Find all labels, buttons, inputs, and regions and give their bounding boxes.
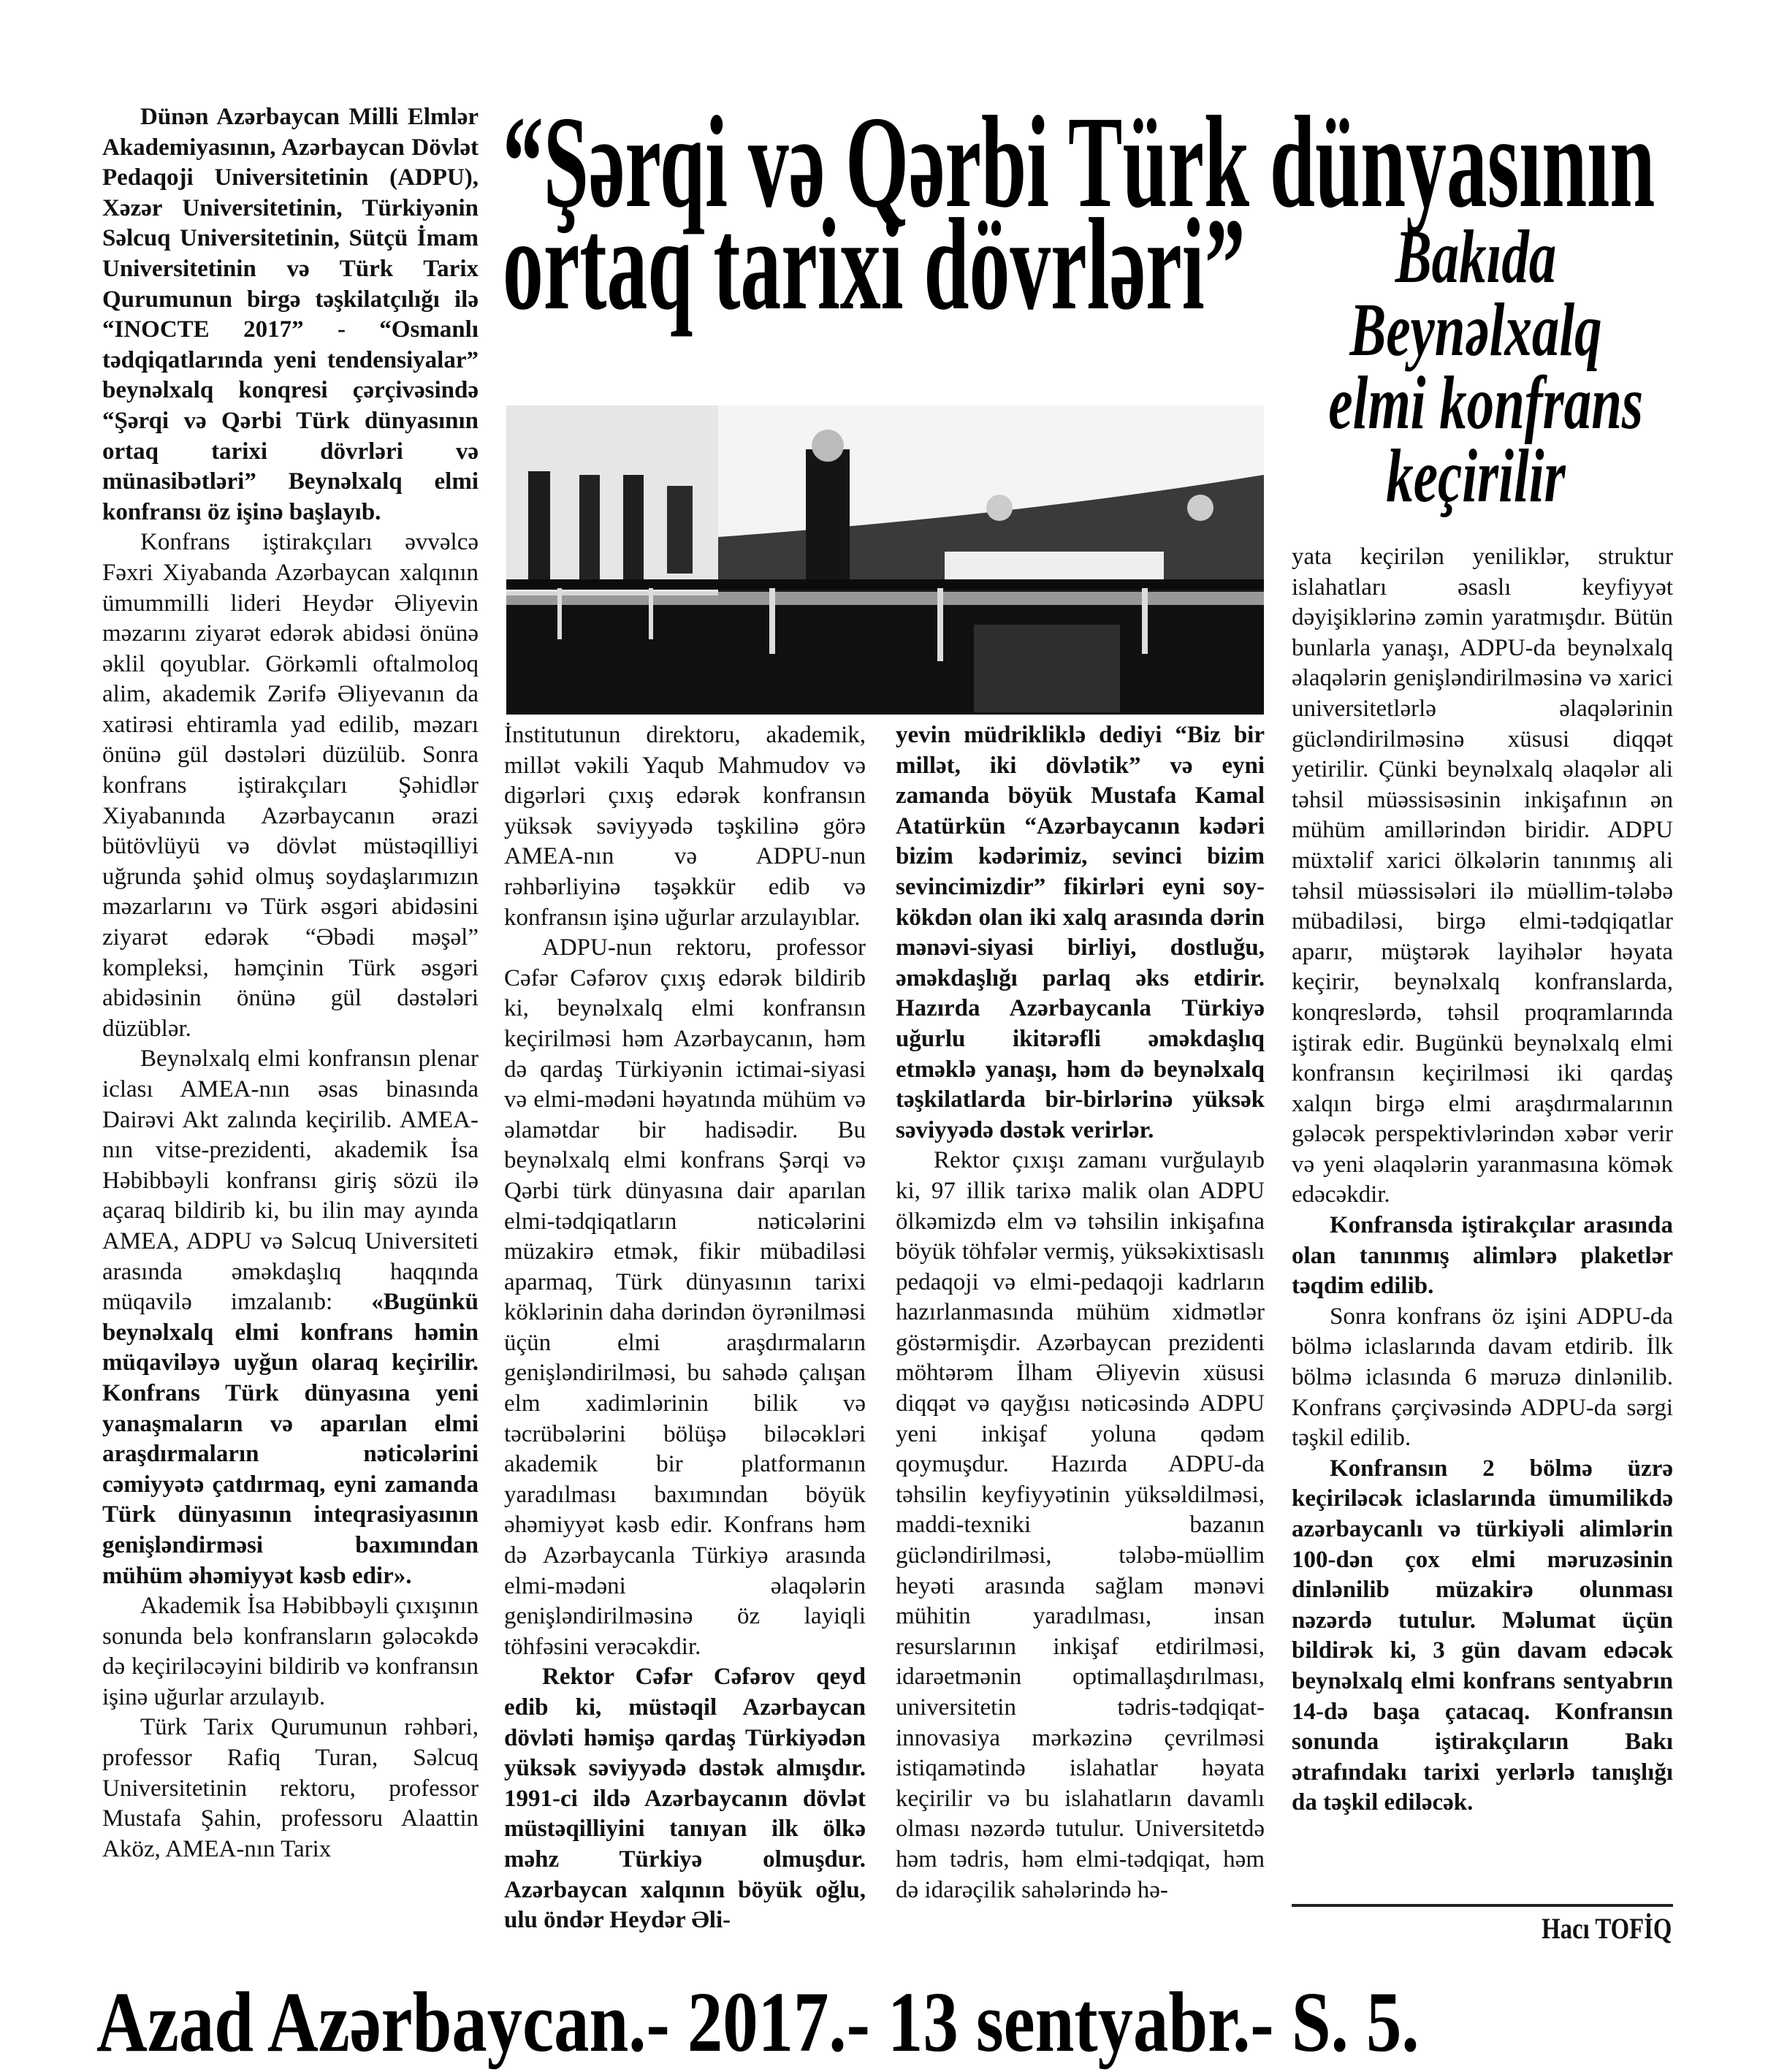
article-paragraph: [1292, 1211, 1673, 1302]
article-paragraph: [102, 1713, 479, 1865]
article-column-4: [1292, 542, 1673, 1818]
article-column-1: [102, 102, 479, 1865]
paragraph-text: İnstitutunun direktoru, akademik, millət vəkili Yaqub Mahmudov və digərləri çıxış edərək konfransın yüksək səviyyədə təşkilinə görə AMEA-nın və ADPU-nun rəhbərliyinə təşəkkür edib və konfransın işinə uğurlar arzulayıblar.: [504, 722, 866, 931]
subheadline-line: elmi konfrans: [1328, 361, 1644, 445]
article-paragraph: [896, 1146, 1265, 1905]
paragraph-text: Dünən Azərbaycan Milli Elmlər Akademiyasının, Azərbaycan Dövlət Pedaqoji Universitetinin (ADPU), Xəzər Universitetinin, Türkiyənin Səlcuq Universitetinin, Sütçü İmam Universitetinin və Türk Tarix Qurumunun birgə təşkilatçılığı ilə “INOCTE 2017” - “Osmanlı tədqiqatlarında yeni tendensiyalar” beynəlxalq konqresi çərçivəsində “Şərqi və Qərbi Türk dünyasının ortaq tarixi dövrləri və münasibətləri” Beynəlxalq elmi konfransı öz işinə başlayıb.: [102, 104, 479, 525]
paragraph-text: ADPU-nun rektoru, professor Cəfər Cəfərov çıxış edərək bildirib ki, beynəlxalq elmi konfransın keçirilməsi həm Azərbaycanın, həm də qardaş Türkiyənin ictimai-siyasi və elmi-mədəni həyatında mühüm və əlamətdar bir hadisədir. Bu beynəlxalq elmi konfrans Şərqi və Qərbi türk dünyasına dair aparılan elmi-tədqiqatların nəticələrini müzakirə etmək, fikir mübadiləsi aparmaq, Türk dünyasının tarixi köklərinin daha dərindən öyrənilməsi üçün elmi araşdırmaların genişləndirilməsi, bu sahədə çalışan elm xadimlərinin bilik və təcrübələrini bölüşə biləcəkləri akademik bir platformanın yaradılması baxımından böyük əhəmiyyət kəsb edir. Konfrans həm də Azərbaycanla Türkiyə arasında elmi-mədəni əlaqələrin genişləndirilməsinə öz layiqli töhfəsini verəcəkdir.: [504, 934, 866, 1660]
source-citation: Azad Azərbaycan.- 2017.- 13 sentyabr.- S. 5.: [96, 1974, 1420, 2070]
article-paragraph: [504, 1662, 866, 1935]
paragraph-text: Beynəlxalq elmi konfransın plenar iclası AMEA-nın əsas binasında Dairəvi Akt zalında keçirilib. AMEA-nın vitse-prezidenti, akademik İsa Həbibbəyli konfransı giriş sözü ilə açaraq bildirib ki, bu ilin may ayında AMEA, ADPU və Səlcuq Universiteti arasında əməkdaşlıq haqqında müqavilə imzalanıb:: [102, 1045, 479, 1316]
paragraph-text: Konfransda iştirakçılar arasında olan tanınmış alimlərə plaketlər təqdim edilib.: [1292, 1212, 1673, 1300]
article-column-3: [896, 720, 1265, 1905]
subheadline-line: keçirilir: [1386, 434, 1566, 518]
paragraph-bold-quote: «Bugünkü beynəlxalq elmi konfrans həmin müqaviləyə uyğun olaraq keçirilir. Konfrans Türk dünyasına yeni yanaşmaların və aparılan elmi araşdırmaların nəticələrini cəmiyyətə çatdırmaq, eyni zamanda Türk dünyasının inteqrasiyasının genişləndirməsi baxımından mühüm əhəmiyyət kəsb edir».: [102, 1289, 479, 1589]
article-paragraph: [1292, 1302, 1673, 1454]
article-paragraph: [504, 720, 866, 933]
paragraph-text: Sonra konfrans öz işini ADPU-da bölmə iclaslarında davam etdirib. İlk bölmə iclasında 6 məruzə dinlənilib. Konfrans çərçivəsində ADPU-da sərgi təşkil edilib.: [1292, 1303, 1673, 1452]
paragraph-text: yevin müdrikliklə dediyi “Biz bir millət, iki dövlətik” və eyni zamanda böyük Mustafa Kamal Atatürkün “Azərbaycanın kədəri bizim kədərimiz, sevinci bizim sevincimizdir” fikirləri eyni soy-kökdən olan iki xalq arasında dərin mənəvi-siyasi birliyi, dostluğu, əməkdaşlığı parlaq əks etdirir. Hazırda Azərbaycanla Türkiyə uğurlu ikitərəfli əməkdaşlıq etməklə yanaşı, həm də beynəlxalq təşkilatlarda bir-birlərinə yüksək səviyyədə dəstək verirlər.: [896, 722, 1265, 1143]
paragraph-text: Rektor çıxışı zamanı vurğulayıb ki, 97 illik tarixə malik olan ADPU ölkəmizdə elm və təhsilin inkişafına böyük töhfələr vermiş, yüksəkixtisaslı pedaqoji və elmi-pedaqoji kadrların hazırlanmasında mühüm xidmətlər göstərmişdir. Azərbaycan prezidenti möhtərəm İlham Əliyevin xüsusi diqqət və qayğısı nəticəsində ADPU yeni inkişaf yoluna qədəm qoymuşdur. Hazırda ADPU-da təhsilin keyfiyyətinin yüksəldilməsi, maddi-texniki bazanın gücləndirilməsi, tələbə-müəllim heyəti arasında sağlam mənəvi mühitin yaradılması, insan resurslarının inkişaf etdirilməsi, idarəetmənin optimallaşdırılması, universitetin tədris-tədqiqat-innovasiya mərkəzinə çevrilməsi istiqamətində islahatlar həyata keçirilir və bu islahatların davamlı olması nəzərdə tutulur. Universitetdə həm tədris, həm elmi-tədqiqat, həm də idarəçilik sahələrində hə-: [896, 1147, 1265, 1903]
paragraph-text: Konfrans iştirakçıları əvvəlcə Fəxri Xiyabanda Azərbaycan xalqının ümummilli lideri Heydər Əliyevin məzarını ziyarət edərək abidəsi önünə əklil qoyublar. Görkəmli oftalmoloq alim, akademik Zərifə Əliyevanın da xatirəsi ehtiramla yad edilib, məzarı önünə gül dəstələri düzülüb. Sonra konfrans iştirakçıları Şəhidlər Xiyabanında Azərbaycanın ərazi bütövlüyü və dövlət müstəqilliyi uğrunda şəhid olmuş soydaşlarımızın məzarlarını və Türk əsgəri abidəsini ziyarət edərək “Əbədi məşəl” kompleksi, həmçinin Türk əsgəri abidəsinin önünə gül dəstələri düzüblər.: [102, 529, 479, 1042]
article-paragraph: [102, 102, 479, 527]
subheadline-line: Beynəlxalq: [1349, 288, 1602, 372]
paragraph-text: Türk Tarix Qurumunun rəhbəri, professor Rafiq Turan, Səlcuq Universitetinin rektoru, professor Mustafa Şahin, professoru Alaattin Aköz, AMEA-nın Tarix: [102, 1714, 479, 1862]
paragraph-text: Konfransın 2 bölmə üzrə keçiriləcək iclaslarında ümumilikdə azərbaycanlı və türkiyəli alimlərin 100-dən çox elmi məruzəsinin dinlənilib müzakirə olunması nəzərdə tutulur. Məlumat üçün bildirək ki, 3 gün davam edəcək beynəlxalq elmi konfrans sentyabrın 14-də başa çatacaq. Konfransın sonunda iştirakçıların Bakı ətrafındakı tarixi yerlərlə tanışlığı da təşkil ediləcək.: [1292, 1455, 1673, 1816]
author-signature: Hacı TOFİQ: [1541, 1912, 1672, 1945]
article-paragraph: [102, 527, 479, 1044]
paragraph-text: Rektor Cəfər Cəfərov qeyd edib ki, müstəqil Azərbaycan dövləti həmişə qardaş Türkiyədən yüksək səviyyədə dəstək almışdır. 1991-ci ildə Azərbaycanın dövlət müstəqilliyini tanıyan ilk ölkə məhz Türkiyə olmuşdur. Azərbaycan xalqının böyük oğlu, ulu öndər Heydər Əli-: [504, 1664, 866, 1934]
article-column-2: [504, 720, 866, 1936]
paragraph-text: Akademik İsa Həbibbəyli çıxışının sonunda belə konfransların gələcəkdə də keçiriləcəyini bildirib və konfransın işinə uğurlar arzulayıb.: [102, 1593, 479, 1710]
article-paragraph: [102, 1044, 479, 1591]
article-paragraph: [896, 720, 1265, 1146]
paragraph-text: yata keçirilən yeniliklər, struktur islahatları əsaslı keyfiyyət dəyişiklərinə zəmin yaratmışdır. Bütün bunlarla yanaşı, ADPU-da beynəlxalq əlaqələrin genişləndirilməsinə və xarici universitetlərlə əlaqələrinin gücləndirilməsinə xüsusi diqqət yetirilir. Çünki beynəlxalq əlaqələr ali təhsil müəssisəsinin inkişafının ən mühüm amillərindən biridir. ADPU müxtəlif xarici ölkələrin tanınmış ali təhsil müəssisələri ilə müəllim-tələbə mübadiləsi, birgə elmi-tədqiqatlar aparır, müştərək layihələr həyata keçirir, beynəlxalq konfranslarda, konqreslərdə, təhsil proqramlarında iştirak edir. Bugünkü beynəlxalq elmi konfransın keçirilməsi iki qardaş xalqın birgə elmi araşdırmalarının gələcək perspektivlərindən xəbər verir və yeni əlaqələrin yaranmasına kömək edəcəkdir.: [1292, 544, 1673, 1208]
headline-line-1: “Şərqi və Qərbi Türk dünyasının: [503, 89, 1655, 235]
conference-photo: [506, 405, 1264, 715]
article-paragraph: [504, 933, 866, 1662]
subheadline-line: Bakıda: [1395, 215, 1557, 299]
article-paragraph: [1292, 1454, 1673, 1818]
article-paragraph: [1292, 542, 1673, 1211]
conference-hall-image: [506, 405, 1264, 715]
signature-rule: [1292, 1904, 1673, 1907]
article-paragraph: [102, 1591, 479, 1713]
headline-line-2: ortaq tarixi dövrləri”: [503, 191, 1246, 337]
